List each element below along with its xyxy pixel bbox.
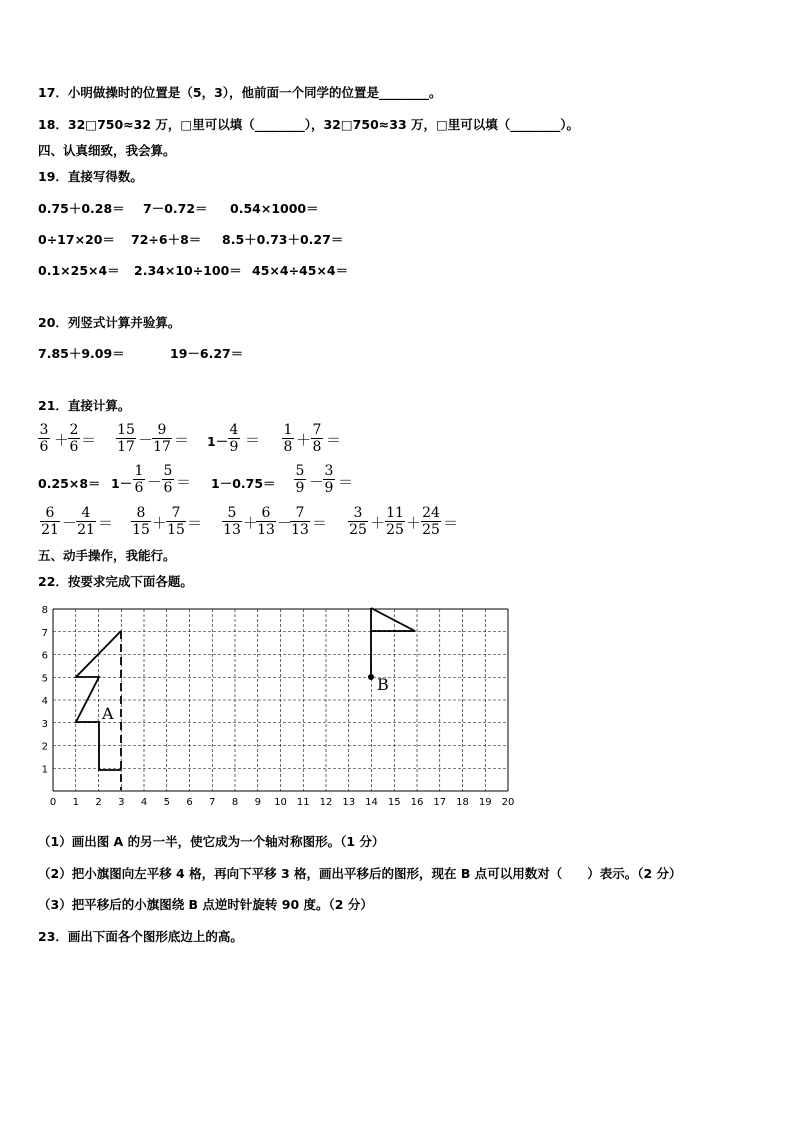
minus-sign: － bbox=[277, 514, 293, 532]
x-tick-label: 13 bbox=[342, 797, 356, 808]
flag-figure bbox=[371, 608, 415, 677]
x-tick-label: 12 bbox=[319, 797, 333, 808]
y-tick-label: 6 bbox=[41, 650, 48, 662]
q19-item-1: 0.75＋0.28＝ bbox=[38, 201, 125, 216]
question-22: 22．按要求完成下面各题。 bbox=[38, 574, 193, 589]
minus-sign: － bbox=[138, 431, 154, 449]
fraction: $\frac{4}{21}$ bbox=[77, 505, 95, 538]
y-tick-label: 4 bbox=[41, 696, 48, 707]
fraction: $\frac{9}{17}$ bbox=[153, 422, 171, 455]
q19-item-8: 2.34×10÷100＝ bbox=[134, 263, 242, 278]
x-tick-label: 11 bbox=[296, 797, 310, 808]
expr-text: 1－ bbox=[111, 476, 133, 491]
expr-text: 1－0.75＝ bbox=[211, 476, 276, 491]
expr-text: 0.25×8＝ bbox=[38, 476, 101, 491]
fraction: $\frac{1}{6}$ bbox=[134, 463, 144, 496]
x-tick-label: 10 bbox=[274, 797, 287, 808]
equals-sign: ＝ bbox=[98, 514, 114, 532]
x-tick-label: 5 bbox=[163, 797, 170, 808]
q19-item-4: 0÷17×20＝ bbox=[38, 232, 115, 247]
equals-sign: ＝ bbox=[176, 473, 192, 491]
y-tick-label: 8 bbox=[41, 605, 48, 616]
equals-sign: ＝ bbox=[187, 514, 203, 532]
x-tick-label: 20 bbox=[501, 797, 515, 808]
q19-item-9: 45×4÷45×4＝ bbox=[252, 263, 349, 278]
minus-sign: － bbox=[62, 514, 78, 532]
fraction: $\frac{1}{8}$ bbox=[283, 422, 293, 455]
plus-sign: ＋ bbox=[54, 431, 70, 449]
fraction: $\frac{7}{13}$ bbox=[291, 505, 309, 538]
question-17: 17．小明做操时的位置是（5，3），他前面一个同学的位置是________。 bbox=[38, 85, 442, 100]
fraction: $\frac{3}{25}$ bbox=[349, 505, 367, 538]
q22-part-1: （1）画出图 A 的另一半，使它成为一个轴对称图形。（1 分） bbox=[38, 834, 385, 849]
fraction: $\frac{24}{25}$ bbox=[422, 505, 440, 538]
fraction: $\frac{6}{21}$ bbox=[41, 505, 59, 538]
equals-sign: ＝ bbox=[81, 431, 97, 449]
x-tick-label: 18 bbox=[456, 797, 469, 808]
x-tick-label: 17 bbox=[433, 797, 447, 808]
minus-sign: － bbox=[309, 473, 325, 491]
fraction: $\frac{5}{9}$ bbox=[295, 463, 305, 496]
plus-sign: ＋ bbox=[406, 514, 422, 532]
fraction: $\frac{8}{15}$ bbox=[132, 505, 150, 538]
fraction: $\frac{5}{13}$ bbox=[223, 505, 241, 538]
equals-sign: ＝ bbox=[326, 431, 342, 449]
x-tick-label: 8 bbox=[231, 797, 239, 808]
fraction: $\frac{11}{25}$ bbox=[386, 505, 404, 538]
question-21: 21．直接计算。 bbox=[38, 398, 131, 413]
x-tick-label: 4 bbox=[140, 797, 148, 808]
q19-item-2: 7－0.72＝ bbox=[143, 201, 208, 216]
question-19: 19．直接写得数。 bbox=[38, 169, 143, 184]
plus-sign: ＋ bbox=[296, 431, 312, 449]
equals-sign: ＝ bbox=[174, 431, 190, 449]
question-20: 20．列竖式计算并验算。 bbox=[38, 315, 181, 330]
x-tick-label: 3 bbox=[118, 797, 125, 808]
q20-item-1: 7.85＋9.09＝ bbox=[38, 346, 125, 361]
grid-lines bbox=[53, 609, 508, 791]
y-tick-label: 3 bbox=[41, 718, 48, 730]
equals-sign: ＝ bbox=[338, 473, 354, 491]
q19-item-6: 8.5＋0.73＋0.27＝ bbox=[222, 232, 344, 247]
q22-part-2: （2）把小旗图向左平移 4 格，再向下平移 3 格，画出平移后的图形，现在 B 点可以用数对（ ）表示。（2 分） bbox=[38, 866, 682, 881]
q19-item-3: 0.54×1000＝ bbox=[230, 201, 319, 216]
minus-sign: － bbox=[147, 473, 163, 491]
fraction: $\frac{5}{6}$ bbox=[163, 463, 173, 496]
x-tick-label: 19 bbox=[478, 797, 492, 808]
question-18: 18．32□750≈32 万，□里可以填（________），32□750≈33 万，□里可以填（________）。 bbox=[38, 117, 580, 132]
grid-tick-labels bbox=[42, 605, 515, 808]
y-tick-label: 7 bbox=[41, 627, 48, 639]
fraction: $\frac{7}{8}$ bbox=[312, 422, 322, 455]
plus-sign: ＋ bbox=[152, 514, 168, 532]
fraction: $\frac{4}{9}$ bbox=[229, 422, 239, 455]
fraction: $\frac{15}{17}$ bbox=[117, 422, 135, 455]
x-tick-label: 1 bbox=[72, 797, 79, 808]
expr-text: 1－ bbox=[207, 434, 229, 449]
fraction: $\frac{3}{6}$ bbox=[39, 422, 49, 455]
y-tick-label: 1 bbox=[41, 764, 48, 776]
x-tick-label: 2 bbox=[95, 797, 102, 808]
x-tick-label: 14 bbox=[365, 797, 378, 808]
label-b: B bbox=[377, 675, 389, 694]
x-tick-label: 7 bbox=[209, 797, 216, 808]
plus-sign: ＋ bbox=[243, 514, 259, 532]
fraction: $\frac{2}{6}$ bbox=[69, 422, 79, 455]
x-tick-label: 16 bbox=[410, 797, 424, 808]
label-a: A bbox=[102, 704, 114, 723]
fraction: $\frac{7}{15}$ bbox=[167, 505, 185, 538]
q19-item-5: 72÷6＋8＝ bbox=[131, 232, 202, 247]
section-5-heading: 五、动手操作，我能行。 bbox=[38, 548, 176, 563]
x-tick-label: 9 bbox=[254, 797, 261, 808]
equals-sign: ＝ bbox=[312, 514, 328, 532]
fraction: $\frac{6}{13}$ bbox=[257, 505, 275, 538]
x-tick-label: 0 bbox=[49, 797, 57, 808]
q22-part-3: （3）把平移后的小旗图绕 B 点逆时针旋转 90 度。（2 分） bbox=[38, 897, 373, 912]
fraction: $\frac{3}{9}$ bbox=[324, 463, 334, 496]
q19-item-7: 0.1×25×4＝ bbox=[38, 263, 120, 278]
plus-sign: ＋ bbox=[370, 514, 386, 532]
x-tick-label: 6 bbox=[186, 797, 193, 808]
question-23: 23．画出下面各个图形底边上的高。 bbox=[38, 929, 243, 944]
section-4-heading: 四、认真细致，我会算。 bbox=[38, 143, 176, 158]
y-tick-label: 5 bbox=[41, 673, 48, 685]
equals-sign: ＝ bbox=[443, 514, 459, 532]
x-tick-label: 15 bbox=[387, 797, 401, 808]
point-b bbox=[368, 674, 374, 680]
y-tick-label: 2 bbox=[41, 741, 48, 753]
figure-a bbox=[76, 631, 121, 770]
q20-item-2: 19－6.27＝ bbox=[170, 346, 244, 361]
equals-sign: ＝ bbox=[245, 431, 261, 449]
